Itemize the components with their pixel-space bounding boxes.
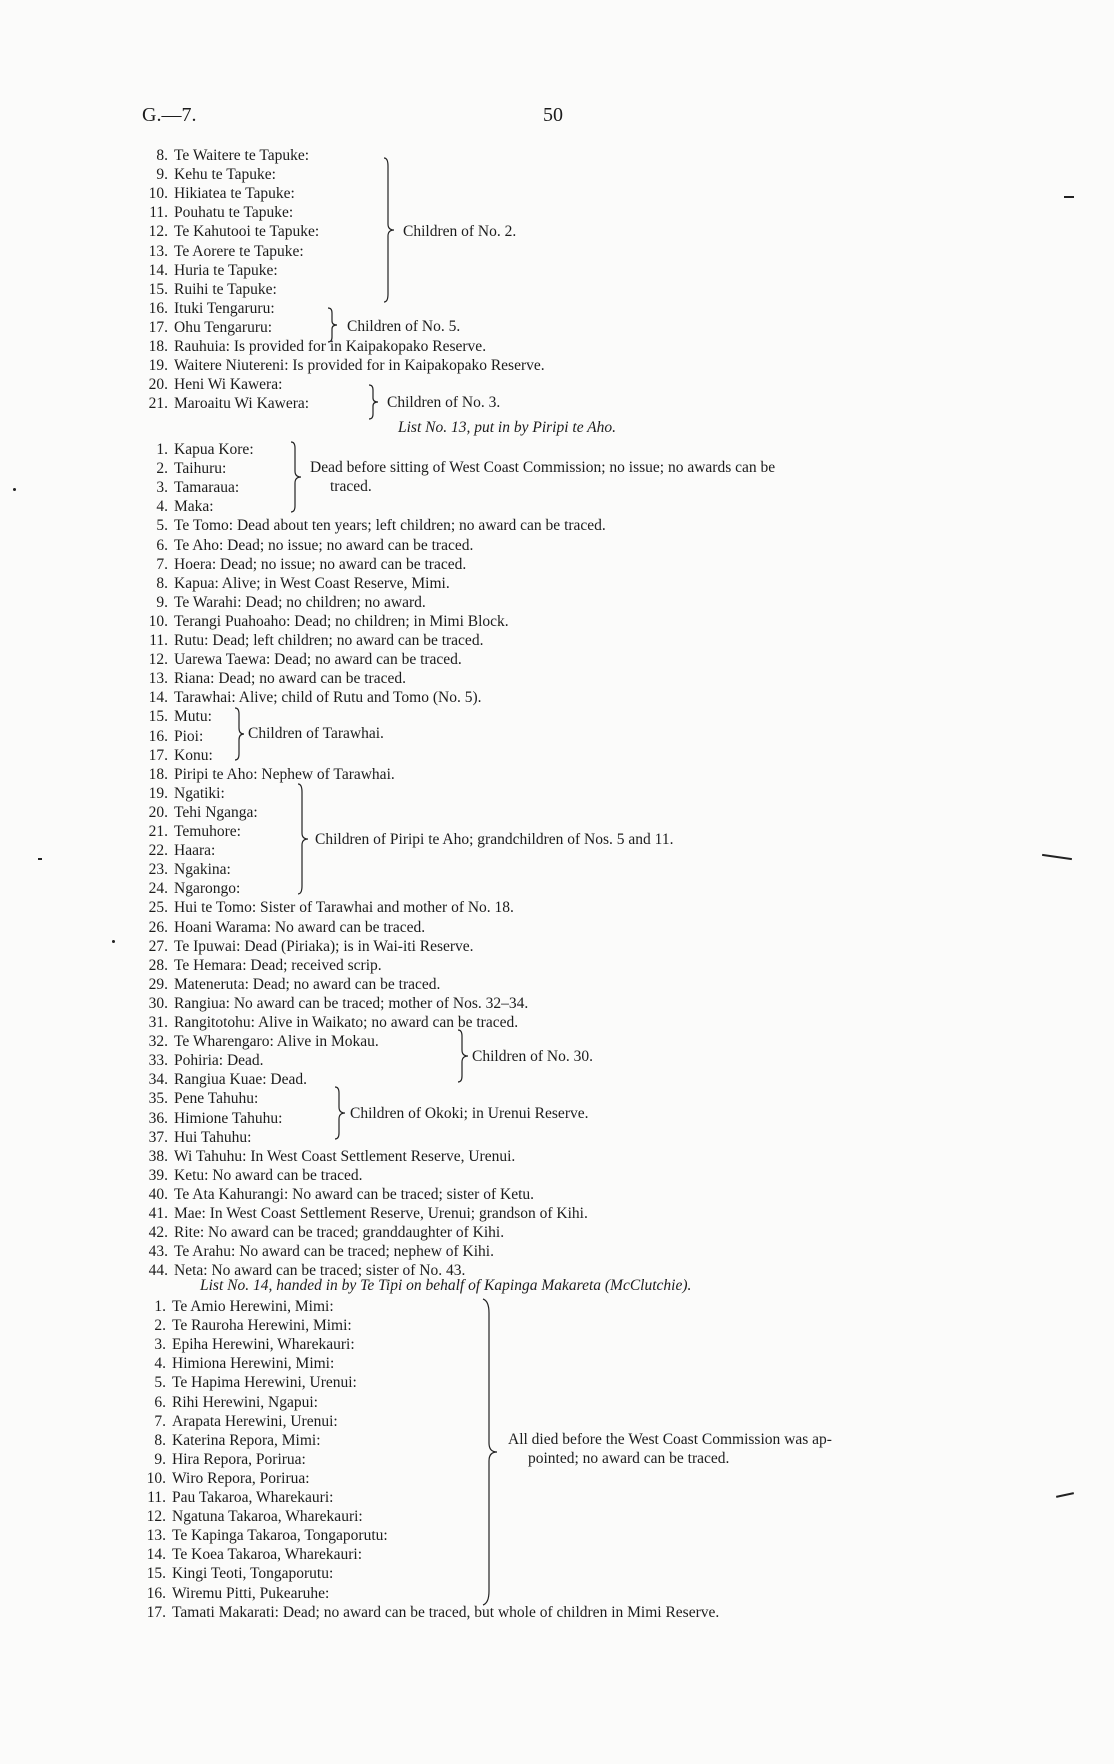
list-item: [136, 440, 254, 459]
list-item: [134, 1431, 321, 1450]
item-text: Ituki Tengaruru:: [174, 299, 275, 317]
item-number: 14.: [148, 261, 168, 279]
list-item: [136, 879, 240, 898]
item-text: Tehi Nganga:: [174, 803, 258, 821]
item-text: Tarawhai: Alive; child of Rutu and Tomo (No. 5).: [174, 689, 482, 707]
item-number: 9.: [156, 166, 168, 184]
list-item: [136, 860, 231, 879]
item-number: 2.: [154, 1317, 166, 1335]
item-number: 13.: [146, 1527, 166, 1545]
item-number: 17.: [148, 746, 168, 764]
series-code: G.—7.: [142, 104, 197, 126]
list-item: [136, 765, 395, 784]
note-children-of-tarawhai: Children of Tarawhai.: [248, 725, 384, 742]
item-number: 44.: [148, 1262, 168, 1280]
item-text: Rangiua: No award can be traced; mother of Nos. 32–34.: [174, 994, 529, 1012]
item-number: 11.: [149, 204, 168, 222]
item-number: 24.: [148, 880, 168, 898]
item-number: 3.: [156, 479, 168, 497]
list13-heading: List No. 13, put in by Piripi te Aho.: [398, 419, 617, 436]
list-item: [136, 1147, 515, 1166]
item-text: Te Wharengaro: Alive in Mokau.: [174, 1033, 379, 1051]
item-number: 11.: [147, 1489, 166, 1506]
item-number: 22.: [148, 842, 168, 860]
item-number: 26.: [148, 918, 168, 936]
item-text: Waitere Niutereni: Is provided for in Kaipakopako Reserve.: [174, 357, 545, 375]
item-text: Pene Tahuhu:: [174, 1090, 259, 1108]
item-number: 10.: [146, 1469, 166, 1487]
item-text: Ohu Tengaruru:: [174, 318, 273, 336]
item-text: Te Tomo: Dead about ten years; left children; no award can be traced.: [174, 517, 606, 535]
list-item: [136, 612, 509, 631]
item-text: Te Aho: Dead; no issue; no award can be traced.: [174, 536, 474, 554]
item-text: Wiro Repora, Porirua:: [172, 1469, 310, 1487]
item-text: Ketu: No award can be traced.: [174, 1166, 363, 1184]
list-item: [136, 746, 213, 765]
item-number: 5.: [156, 517, 168, 535]
item-text: Ngatiki:: [174, 784, 225, 802]
item-number: 19.: [148, 784, 168, 802]
note-list13-dead-before: Dead before sitting of West Coast Commission; no issue; no awards can be: [310, 459, 776, 476]
list-item: [136, 975, 440, 994]
item-text: Te Rauroha Herewini, Mimi:: [172, 1317, 352, 1335]
item-text: Pau Takaroa, Wharekauri:: [172, 1489, 334, 1506]
item-number: 4.: [156, 498, 168, 516]
list-item: [136, 242, 304, 261]
item-text: Te Ipuwai: Dead (Piriaka); is in Wai-iti Reserve.: [174, 937, 474, 955]
list-item: [136, 261, 278, 280]
item-number: 10.: [148, 185, 168, 203]
list-item: [136, 1185, 534, 1204]
list-item: [136, 918, 425, 937]
item-number: 2.: [156, 460, 168, 478]
item-text: Te Hemara: Dead; received scrip.: [174, 956, 382, 974]
item-text: Rauhuia: Is provided for in Kaipakopako Reserve.: [174, 338, 487, 355]
list-item: [136, 727, 203, 746]
scan-mark: [38, 858, 42, 860]
item-number: 7.: [154, 1412, 166, 1430]
item-text: Maka:: [174, 498, 214, 516]
item-number: 37.: [148, 1128, 168, 1146]
item-number: 20.: [148, 376, 168, 394]
list-item: [136, 688, 482, 707]
list-item: [136, 356, 545, 375]
note-children-of-no-2: Children of No. 2.: [403, 223, 517, 240]
item-number: 9.: [154, 1450, 166, 1468]
item-number: 13.: [148, 670, 168, 688]
item-text: Uarewa Taewa: Dead; no award can be traced.: [174, 651, 462, 669]
item-text: Te Amio Herewini, Mimi:: [172, 1298, 334, 1315]
item-text: Himione Tahuhu:: [174, 1109, 283, 1127]
item-number: 28.: [148, 956, 168, 974]
note-list14-all-died: All died before the West Coast Commission was ap-: [508, 1431, 832, 1448]
item-text: Riana: Dead; no award can be traced.: [174, 670, 406, 688]
item-number: 27.: [148, 937, 168, 955]
list-item: [134, 1469, 310, 1488]
item-number: 25.: [148, 899, 168, 917]
item-number: 10.: [148, 612, 168, 630]
item-number: 41.: [148, 1205, 168, 1222]
list-item: [136, 707, 212, 726]
item-number: 42.: [148, 1224, 168, 1242]
brace-children-of-no-5: [325, 306, 343, 344]
list-item: [136, 497, 214, 516]
item-text: Rite: No award can be traced; granddaughter of Kihi.: [174, 1224, 505, 1242]
brace-children-of-no-3: [366, 383, 384, 421]
list-item: [134, 1545, 362, 1564]
list-item: [136, 1070, 307, 1089]
note-children-of-okoki: Children of Okoki; in Urenui Reserve.: [350, 1105, 589, 1122]
item-number: 31.: [148, 1014, 168, 1031]
item-text: Te Hapima Herewini, Urenui:: [172, 1374, 357, 1392]
scan-mark: [1064, 196, 1074, 198]
list-item: [136, 337, 486, 356]
list-item: [136, 299, 275, 318]
item-text: Piripi te Aho: Nephew of Tarawhai.: [174, 765, 395, 783]
brace-children-of-tarawhai: [232, 706, 250, 762]
item-number: 40.: [148, 1185, 168, 1203]
item-number: 8.: [156, 574, 168, 592]
item-number: 39.: [148, 1166, 168, 1184]
list-item: [136, 1128, 251, 1147]
item-number: 36.: [148, 1109, 168, 1127]
item-text: Himiona Herewini, Mimi:: [172, 1355, 335, 1373]
item-number: 15.: [146, 1565, 166, 1583]
list-item: [136, 669, 406, 688]
list-item: [136, 1242, 494, 1261]
list-item: [136, 375, 282, 394]
item-number: 6.: [154, 1393, 166, 1411]
list-item: [134, 1450, 306, 1469]
item-text: Mutu:: [174, 708, 212, 726]
item-number: 16.: [146, 1584, 166, 1602]
item-number: 12.: [146, 1508, 166, 1526]
list-item: [136, 1051, 264, 1070]
list-item: [134, 1354, 334, 1373]
item-text: Maroaitu Wi Kawera:: [174, 395, 310, 413]
list-item: [136, 593, 426, 612]
item-text: Te Ata Kahurangi: No award can be traced; sister of Ketu.: [174, 1185, 535, 1203]
item-number: 12.: [148, 651, 168, 669]
item-number: 18.: [148, 765, 168, 783]
item-number: 21.: [148, 395, 168, 413]
item-text: Wiremu Pitti, Pukearuhe:: [172, 1584, 330, 1602]
list-item: [136, 555, 466, 574]
item-number: 17.: [146, 1603, 166, 1621]
list-item: [134, 1393, 318, 1412]
item-number: 11.: [149, 632, 168, 649]
list-item: [134, 1603, 719, 1622]
list-item: [136, 650, 462, 669]
page-number: 50: [543, 104, 563, 126]
item-text: Hoera: Dead; no issue; no award can be traced.: [174, 555, 467, 573]
item-text: Ngatuna Takaroa, Wharekauri:: [172, 1508, 363, 1526]
item-number: 32.: [148, 1033, 168, 1051]
list-item: [136, 184, 295, 203]
list-item: [136, 631, 483, 650]
item-number: 13.: [148, 242, 168, 260]
item-text: Rangiua Kuae: Dead.: [174, 1071, 307, 1089]
item-text: Hira Repora, Porirua:: [172, 1450, 306, 1468]
item-text: Tamaraua:: [174, 479, 240, 497]
list-item: [134, 1297, 334, 1316]
item-number: 3.: [154, 1336, 166, 1354]
item-text: Te Warahi: Dead; no children; no award.: [174, 593, 426, 611]
list-item: [136, 536, 473, 555]
list-item: [134, 1316, 352, 1335]
item-text: Ngarongo:: [174, 880, 241, 898]
list-item: [136, 898, 514, 917]
list-item: [136, 841, 215, 860]
list-item: [136, 574, 450, 593]
note-list14-pointed: pointed; no award can be traced.: [528, 1450, 730, 1467]
item-number: 12.: [148, 223, 168, 241]
list-item: [136, 1204, 588, 1223]
list-item: [134, 1507, 363, 1526]
list-item: [136, 784, 225, 803]
item-number: 21.: [148, 823, 168, 840]
item-text: Mae: In West Coast Settlement Reserve, Urenui; grandson of Kihi.: [174, 1205, 588, 1222]
note-children-of-no-5: Children of No. 5.: [347, 318, 461, 335]
item-text: Kehu te Tapuke:: [174, 166, 276, 184]
scan-mark: [13, 488, 16, 491]
item-number: 8.: [154, 1431, 166, 1449]
brace-children-of-no-30: [455, 1028, 475, 1084]
item-number: 20.: [148, 803, 168, 821]
item-text: Terangi Puahoaho: Dead; no children; in Mimi Block.: [174, 612, 509, 630]
item-text: Wi Tahuhu: In West Coast Settlement Reserve, Urenui.: [174, 1147, 516, 1165]
item-text: Hikiatea te Tapuke:: [174, 185, 295, 203]
item-number: 33.: [148, 1052, 168, 1070]
item-text: Te Kahutooi te Tapuke:: [174, 223, 320, 241]
list-item: [136, 394, 309, 413]
scan-mark: [1042, 854, 1072, 860]
list-item: [136, 516, 606, 535]
item-number: 14.: [148, 689, 168, 707]
list-item: [136, 822, 241, 841]
brace-list14-all-died: [480, 1297, 506, 1607]
list-item: [136, 165, 276, 184]
list-item: [134, 1584, 329, 1603]
list14-heading: List No. 14, handed in by Te Tipi on behalf of Kapinga Makareta (McClutchie).: [200, 1277, 692, 1294]
item-number: 6.: [156, 536, 168, 554]
brace-children-of-okoki: [332, 1085, 352, 1141]
list-item: [136, 280, 277, 299]
brace-children-of-piripi: [295, 782, 317, 896]
list-item: [136, 459, 226, 478]
item-text: Pioi:: [174, 727, 204, 745]
item-number: 15.: [148, 280, 168, 298]
item-text: Te Kapinga Takaroa, Tongaporutu:: [172, 1527, 388, 1545]
item-number: 18.: [148, 338, 168, 355]
item-text: Te Arahu: No award can be traced; nephew of Kihi.: [174, 1243, 494, 1261]
item-number: 5.: [154, 1374, 166, 1392]
scan-mark: [112, 940, 115, 943]
item-text: Haara:: [174, 842, 216, 860]
item-text: Taihuru:: [174, 460, 227, 478]
list-item: [136, 1166, 363, 1185]
item-number: 19.: [148, 357, 168, 375]
brace-list13-dead-before: [288, 440, 310, 514]
item-text: Te Aorere te Tapuke:: [174, 242, 304, 260]
item-text: Arapata Herewini, Urenui:: [172, 1412, 338, 1430]
list-item: [136, 1109, 282, 1128]
list-item: [134, 1412, 338, 1431]
list-item: [136, 803, 258, 822]
item-text: Te Waitere te Tapuke:: [174, 147, 310, 164]
list-item: [136, 937, 474, 956]
note-children-of-piripi: Children of Piripi te Aho; grandchildren of Nos. 5 and 11.: [315, 831, 674, 848]
item-number: 14.: [146, 1546, 166, 1564]
note-children-of-no-30: Children of No. 30.: [472, 1048, 593, 1065]
note-list13-traced: traced.: [330, 478, 372, 495]
list-item: [134, 1488, 333, 1507]
item-number: 29.: [148, 975, 168, 993]
list-item: [134, 1373, 357, 1392]
item-text: Rihi Herewini, Ngapui:: [172, 1393, 318, 1411]
list-item: [136, 956, 382, 975]
item-text: Ruihi te Tapuke:: [174, 280, 277, 298]
item-number: 43.: [148, 1243, 168, 1261]
list-item: [136, 478, 239, 497]
list-item: [136, 994, 528, 1013]
list-item: [136, 222, 319, 241]
item-number: 23.: [148, 861, 168, 879]
item-number: 34.: [148, 1071, 168, 1089]
item-number: 35.: [148, 1090, 168, 1108]
item-text: Hui Tahuhu:: [174, 1128, 252, 1146]
brace-children-of-no-2: [380, 156, 402, 304]
item-text: Huria te Tapuke:: [174, 261, 278, 279]
item-text: Kapua: Alive; in West Coast Reserve, Mimi.: [174, 574, 450, 592]
item-number: 15.: [148, 708, 168, 726]
list-item: [136, 146, 309, 165]
item-text: Pouhatu te Tapuke:: [174, 204, 294, 222]
list-item: [134, 1526, 388, 1545]
item-number: 4.: [154, 1355, 166, 1373]
list-item: [136, 318, 272, 337]
item-text: Neta: No award can be traced; sister of No. 43.: [174, 1262, 466, 1280]
item-text: Epiha Herewini, Wharekauri:: [172, 1336, 355, 1354]
list-item: [136, 1223, 504, 1242]
item-number: 8.: [156, 147, 168, 164]
item-number: 16.: [148, 727, 168, 745]
item-text: Hui te Tomo: Sister of Tarawhai and mother of No. 18.: [174, 899, 514, 917]
item-text: Kapua Kore:: [174, 441, 254, 458]
item-number: 9.: [156, 593, 168, 611]
item-text: Ngakina:: [174, 861, 231, 879]
list-item: [136, 203, 293, 222]
item-number: 17.: [148, 318, 168, 336]
item-text: Heni Wi Kawera:: [174, 376, 283, 394]
item-number: 7.: [156, 555, 168, 573]
item-text: Kingi Teoti, Tongaporutu:: [172, 1565, 334, 1583]
item-number: 16.: [148, 299, 168, 317]
note-children-of-no-3: Children of No. 3.: [387, 394, 501, 411]
item-text: Tamati Makarati: Dead; no award can be traced, but whole of children in Mimi Reserve.: [172, 1603, 720, 1621]
item-number: 1.: [154, 1298, 166, 1315]
item-text: Hoani Warama: No award can be traced.: [174, 918, 426, 936]
item-text: Temuhore:: [174, 823, 241, 840]
item-text: Rangitotohu: Alive in Waikato; no award can be traced.: [174, 1014, 519, 1031]
list-item: [136, 1032, 379, 1051]
item-text: Katerina Repora, Mimi:: [172, 1431, 321, 1449]
list-item: [134, 1564, 333, 1583]
item-text: Rutu: Dead; left children; no award can be traced.: [174, 632, 484, 649]
item-text: Pohiria: Dead.: [174, 1052, 264, 1070]
item-number: 1.: [156, 441, 168, 458]
item-text: Te Koea Takaroa, Wharekauri:: [172, 1546, 363, 1564]
list-item: [134, 1335, 355, 1354]
list-item: [136, 1089, 258, 1108]
item-number: 38.: [148, 1147, 168, 1165]
item-text: Mateneruta: Dead; no award can be traced.: [174, 975, 441, 993]
item-number: 30.: [148, 994, 168, 1012]
item-text: Konu:: [174, 746, 213, 764]
scan-mark: [1056, 1492, 1074, 1498]
